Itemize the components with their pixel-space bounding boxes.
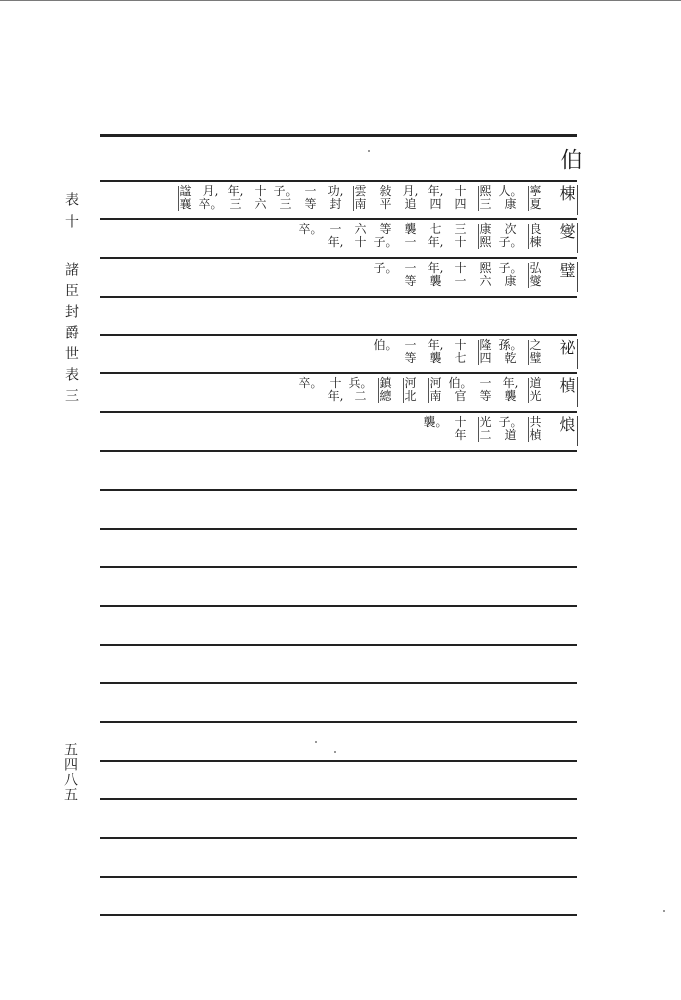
glyph-bottom: 官 xyxy=(454,389,467,403)
glyph-top: 襲 xyxy=(404,222,417,236)
glyph-bottom: 燮 xyxy=(529,274,542,288)
glyph-bottom: 南 xyxy=(429,389,442,403)
row-divider xyxy=(100,798,577,800)
glyph-bottom: 等 xyxy=(479,389,492,403)
heir-name: 烺 xyxy=(557,416,576,437)
glyph-top: 十 xyxy=(454,338,467,352)
text-column xyxy=(448,376,473,403)
glyph-bottom: 光 xyxy=(529,389,542,403)
glyph-top: 十 xyxy=(254,184,267,198)
row-divider xyxy=(100,837,577,839)
row-divider xyxy=(100,721,577,723)
text-column xyxy=(451,416,470,442)
glyph-top: 十 xyxy=(454,261,467,275)
glyph-bottom: 熙 xyxy=(479,235,492,249)
glyph-top: 敍 xyxy=(379,184,392,198)
row-divider xyxy=(100,644,577,646)
glyph-top: 伯。 xyxy=(448,376,473,390)
text-column xyxy=(498,222,523,249)
text-column xyxy=(451,262,470,288)
glyph-bottom: 四 xyxy=(479,351,492,365)
text-column xyxy=(401,262,420,288)
text-column xyxy=(426,223,445,249)
entry-text xyxy=(176,185,545,211)
glyph-bottom: 年, xyxy=(327,389,344,403)
glyph-top: 共 xyxy=(529,415,542,429)
glyph-top: 河 xyxy=(404,376,417,390)
heir-name: 楨 xyxy=(557,377,576,398)
glyph-bottom: 夏 xyxy=(529,197,542,211)
text-column xyxy=(476,339,495,365)
row-divider xyxy=(100,450,577,452)
glyph-bottom: 璧 xyxy=(529,351,542,365)
glyph-bottom: 四 xyxy=(454,197,467,211)
table-row xyxy=(100,181,577,219)
glyph-top: 熙 xyxy=(479,184,492,198)
speck xyxy=(368,150,370,152)
text-column xyxy=(451,223,470,249)
text-column xyxy=(451,185,470,211)
text-column xyxy=(498,261,523,288)
text-column xyxy=(373,222,398,249)
glyph-top: 孫。 xyxy=(498,338,523,352)
text-column xyxy=(373,261,398,288)
glyph-top: 一 xyxy=(404,338,417,352)
row-divider xyxy=(100,566,577,568)
text-column xyxy=(401,223,420,249)
glyph-top: 之 xyxy=(529,338,542,352)
glyph-bottom: 乾 xyxy=(504,351,517,365)
glyph-bottom: 等 xyxy=(404,351,417,365)
glyph-bottom: 等 xyxy=(404,274,417,288)
page-top-edge xyxy=(0,0,681,1)
text-column xyxy=(376,185,395,211)
speck xyxy=(663,910,665,912)
glyph-bottom: 楨 xyxy=(529,428,542,442)
row-divider xyxy=(100,682,577,684)
glyph-top: 月, xyxy=(202,184,219,198)
glyph-bottom: 襲 xyxy=(429,274,442,288)
glyph-bottom: 年, xyxy=(427,235,444,249)
glyph-top: 子。 xyxy=(373,261,398,275)
row-divider xyxy=(100,528,577,530)
glyph-top: 月, xyxy=(402,184,419,198)
glyph-bottom: 子。 xyxy=(498,235,523,249)
glyph-top: 人。 xyxy=(498,184,523,198)
glyph-top: 良 xyxy=(529,222,542,236)
glyph-bottom: 康 xyxy=(504,274,517,288)
text-column xyxy=(526,262,545,288)
text-column xyxy=(198,184,223,211)
glyph-top: 卒。 xyxy=(298,376,323,390)
text-column xyxy=(451,339,470,365)
glyph-bottom: 襲 xyxy=(429,351,442,365)
entry-text xyxy=(298,222,545,249)
text-column xyxy=(526,416,545,442)
text-column xyxy=(498,338,523,365)
text-column xyxy=(526,185,545,211)
text-column xyxy=(476,416,495,442)
speck xyxy=(334,751,336,753)
text-column xyxy=(426,262,445,288)
glyph-top: 六 xyxy=(354,222,367,236)
glyph-bottom: 一 xyxy=(404,235,417,249)
glyph-bottom: 平 xyxy=(379,197,392,211)
glyph-bottom: 六 xyxy=(479,274,492,288)
glyph-top: 年, xyxy=(427,261,444,275)
glyph-bottom: 追 xyxy=(404,197,417,211)
text-column xyxy=(526,223,545,249)
glyph-top: 弘 xyxy=(529,261,542,275)
glyph-top: 功, xyxy=(327,184,344,198)
glyph-top: 子。 xyxy=(498,415,523,429)
text-column xyxy=(476,185,495,211)
speck xyxy=(315,741,317,743)
entry-text xyxy=(373,338,545,365)
heir-name: 璧 xyxy=(557,262,576,283)
glyph-top: 一 xyxy=(479,376,492,390)
glyph-top: 一 xyxy=(404,261,417,275)
glyph-bottom: 年, xyxy=(327,235,344,249)
glyph-top: 年, xyxy=(502,376,519,390)
text-column xyxy=(498,184,523,211)
glyph-bottom: 六 xyxy=(254,197,267,211)
text-column xyxy=(251,185,270,211)
text-column xyxy=(526,339,545,365)
text-column xyxy=(176,185,195,211)
table-row xyxy=(100,373,577,411)
text-column xyxy=(426,377,445,403)
glyph-top: 鎮 xyxy=(379,376,392,390)
glyph-top: 河 xyxy=(429,376,442,390)
text-column xyxy=(401,185,420,211)
glyph-bottom: 襄 xyxy=(179,197,192,211)
glyph-bottom: 年 xyxy=(454,428,467,442)
entry-text xyxy=(423,415,545,442)
glyph-bottom: 三 xyxy=(229,197,242,211)
glyph-bottom: 卒。 xyxy=(198,197,223,211)
text-column xyxy=(501,377,520,403)
glyph-top: 光 xyxy=(479,415,492,429)
glyph-bottom: 一 xyxy=(454,274,467,288)
text-column xyxy=(476,262,495,288)
text-column xyxy=(348,376,373,403)
heir-name: 燮 xyxy=(557,223,576,244)
row-divider xyxy=(100,760,577,762)
glyph-top: 襲。 xyxy=(423,415,448,429)
text-column xyxy=(298,376,323,403)
glyph-bottom: 南 xyxy=(354,197,367,211)
table-row xyxy=(100,219,577,257)
text-column xyxy=(426,185,445,211)
glyph-bottom: 十 xyxy=(454,235,467,249)
table-row xyxy=(100,258,577,296)
table-row xyxy=(100,297,577,335)
row-divider xyxy=(100,489,577,491)
glyph-bottom: 封 xyxy=(329,197,342,211)
glyph-top: 七 xyxy=(429,222,442,236)
entry-text xyxy=(373,261,545,288)
side-title: 表十 xyxy=(63,192,79,236)
header-rule xyxy=(100,134,577,137)
text-column xyxy=(426,339,445,365)
text-column xyxy=(476,377,495,403)
text-column xyxy=(401,377,420,403)
glyph-top: 三 xyxy=(454,222,467,236)
text-column xyxy=(326,223,345,249)
text-column xyxy=(376,377,395,403)
text-column xyxy=(273,184,298,211)
text-column xyxy=(298,222,323,249)
row-divider xyxy=(100,876,577,878)
page-title: 伯 xyxy=(557,148,582,170)
table-row xyxy=(100,412,577,450)
page-number: 五四八五 xyxy=(62,742,78,802)
glyph-bottom: 總 xyxy=(379,389,392,403)
glyph-bottom: 三 xyxy=(279,197,292,211)
glyph-top: 兵。 xyxy=(348,376,373,390)
glyph-top: 卒。 xyxy=(298,222,323,236)
glyph-top: 伯。 xyxy=(373,338,398,352)
glyph-top: 年, xyxy=(227,184,244,198)
glyph-top: 十 xyxy=(454,415,467,429)
text-column xyxy=(326,185,345,211)
text-column xyxy=(476,223,495,249)
glyph-top: 子。 xyxy=(498,261,523,275)
heir-name: 祕 xyxy=(557,339,576,360)
glyph-bottom: 子。 xyxy=(373,235,398,249)
text-column xyxy=(498,415,523,442)
glyph-top: 年, xyxy=(427,338,444,352)
row-divider xyxy=(100,605,577,607)
glyph-bottom: 二 xyxy=(354,389,367,403)
glyph-top: 康 xyxy=(479,222,492,236)
glyph-bottom: 十 xyxy=(354,235,367,249)
glyph-top: 熙 xyxy=(479,261,492,275)
glyph-bottom: 襲 xyxy=(504,389,517,403)
text-column xyxy=(401,339,420,365)
glyph-top: 一 xyxy=(304,184,317,198)
glyph-top: 子。 xyxy=(273,184,298,198)
text-column xyxy=(373,338,398,365)
glyph-top: 十 xyxy=(329,376,342,390)
glyph-top: 雲 xyxy=(354,184,367,198)
text-column xyxy=(226,185,245,211)
table-row xyxy=(100,335,577,373)
glyph-bottom: 二 xyxy=(479,428,492,442)
entry-text xyxy=(298,376,545,403)
row-divider xyxy=(100,914,577,916)
glyph-bottom: 四 xyxy=(429,197,442,211)
text-column xyxy=(526,377,545,403)
text-column xyxy=(351,223,370,249)
glyph-top: 隆 xyxy=(479,338,492,352)
glyph-bottom: 三 xyxy=(479,197,492,211)
text-column xyxy=(351,185,370,211)
glyph-bottom: 康 xyxy=(504,197,517,211)
glyph-top: 一 xyxy=(329,222,342,236)
text-column xyxy=(301,185,320,211)
glyph-bottom: 北 xyxy=(404,389,417,403)
glyph-top: 十 xyxy=(454,184,467,198)
glyph-top: 諡 xyxy=(179,184,192,198)
glyph-bottom: 棟 xyxy=(529,235,542,249)
heir-name: 棟 xyxy=(557,185,576,206)
glyph-top: 次 xyxy=(504,222,517,236)
glyph-bottom: 等 xyxy=(304,197,317,211)
glyph-top: 道 xyxy=(529,376,542,390)
glyph-bottom: 七 xyxy=(454,351,467,365)
text-column xyxy=(423,415,448,442)
glyph-top: 等 xyxy=(379,222,392,236)
side-subtitle: 諸臣封爵世表三 xyxy=(63,262,79,409)
text-column xyxy=(326,377,345,403)
glyph-bottom: 道 xyxy=(504,428,517,442)
glyph-top: 年, xyxy=(427,184,444,198)
glyph-top: 寧 xyxy=(529,184,542,198)
